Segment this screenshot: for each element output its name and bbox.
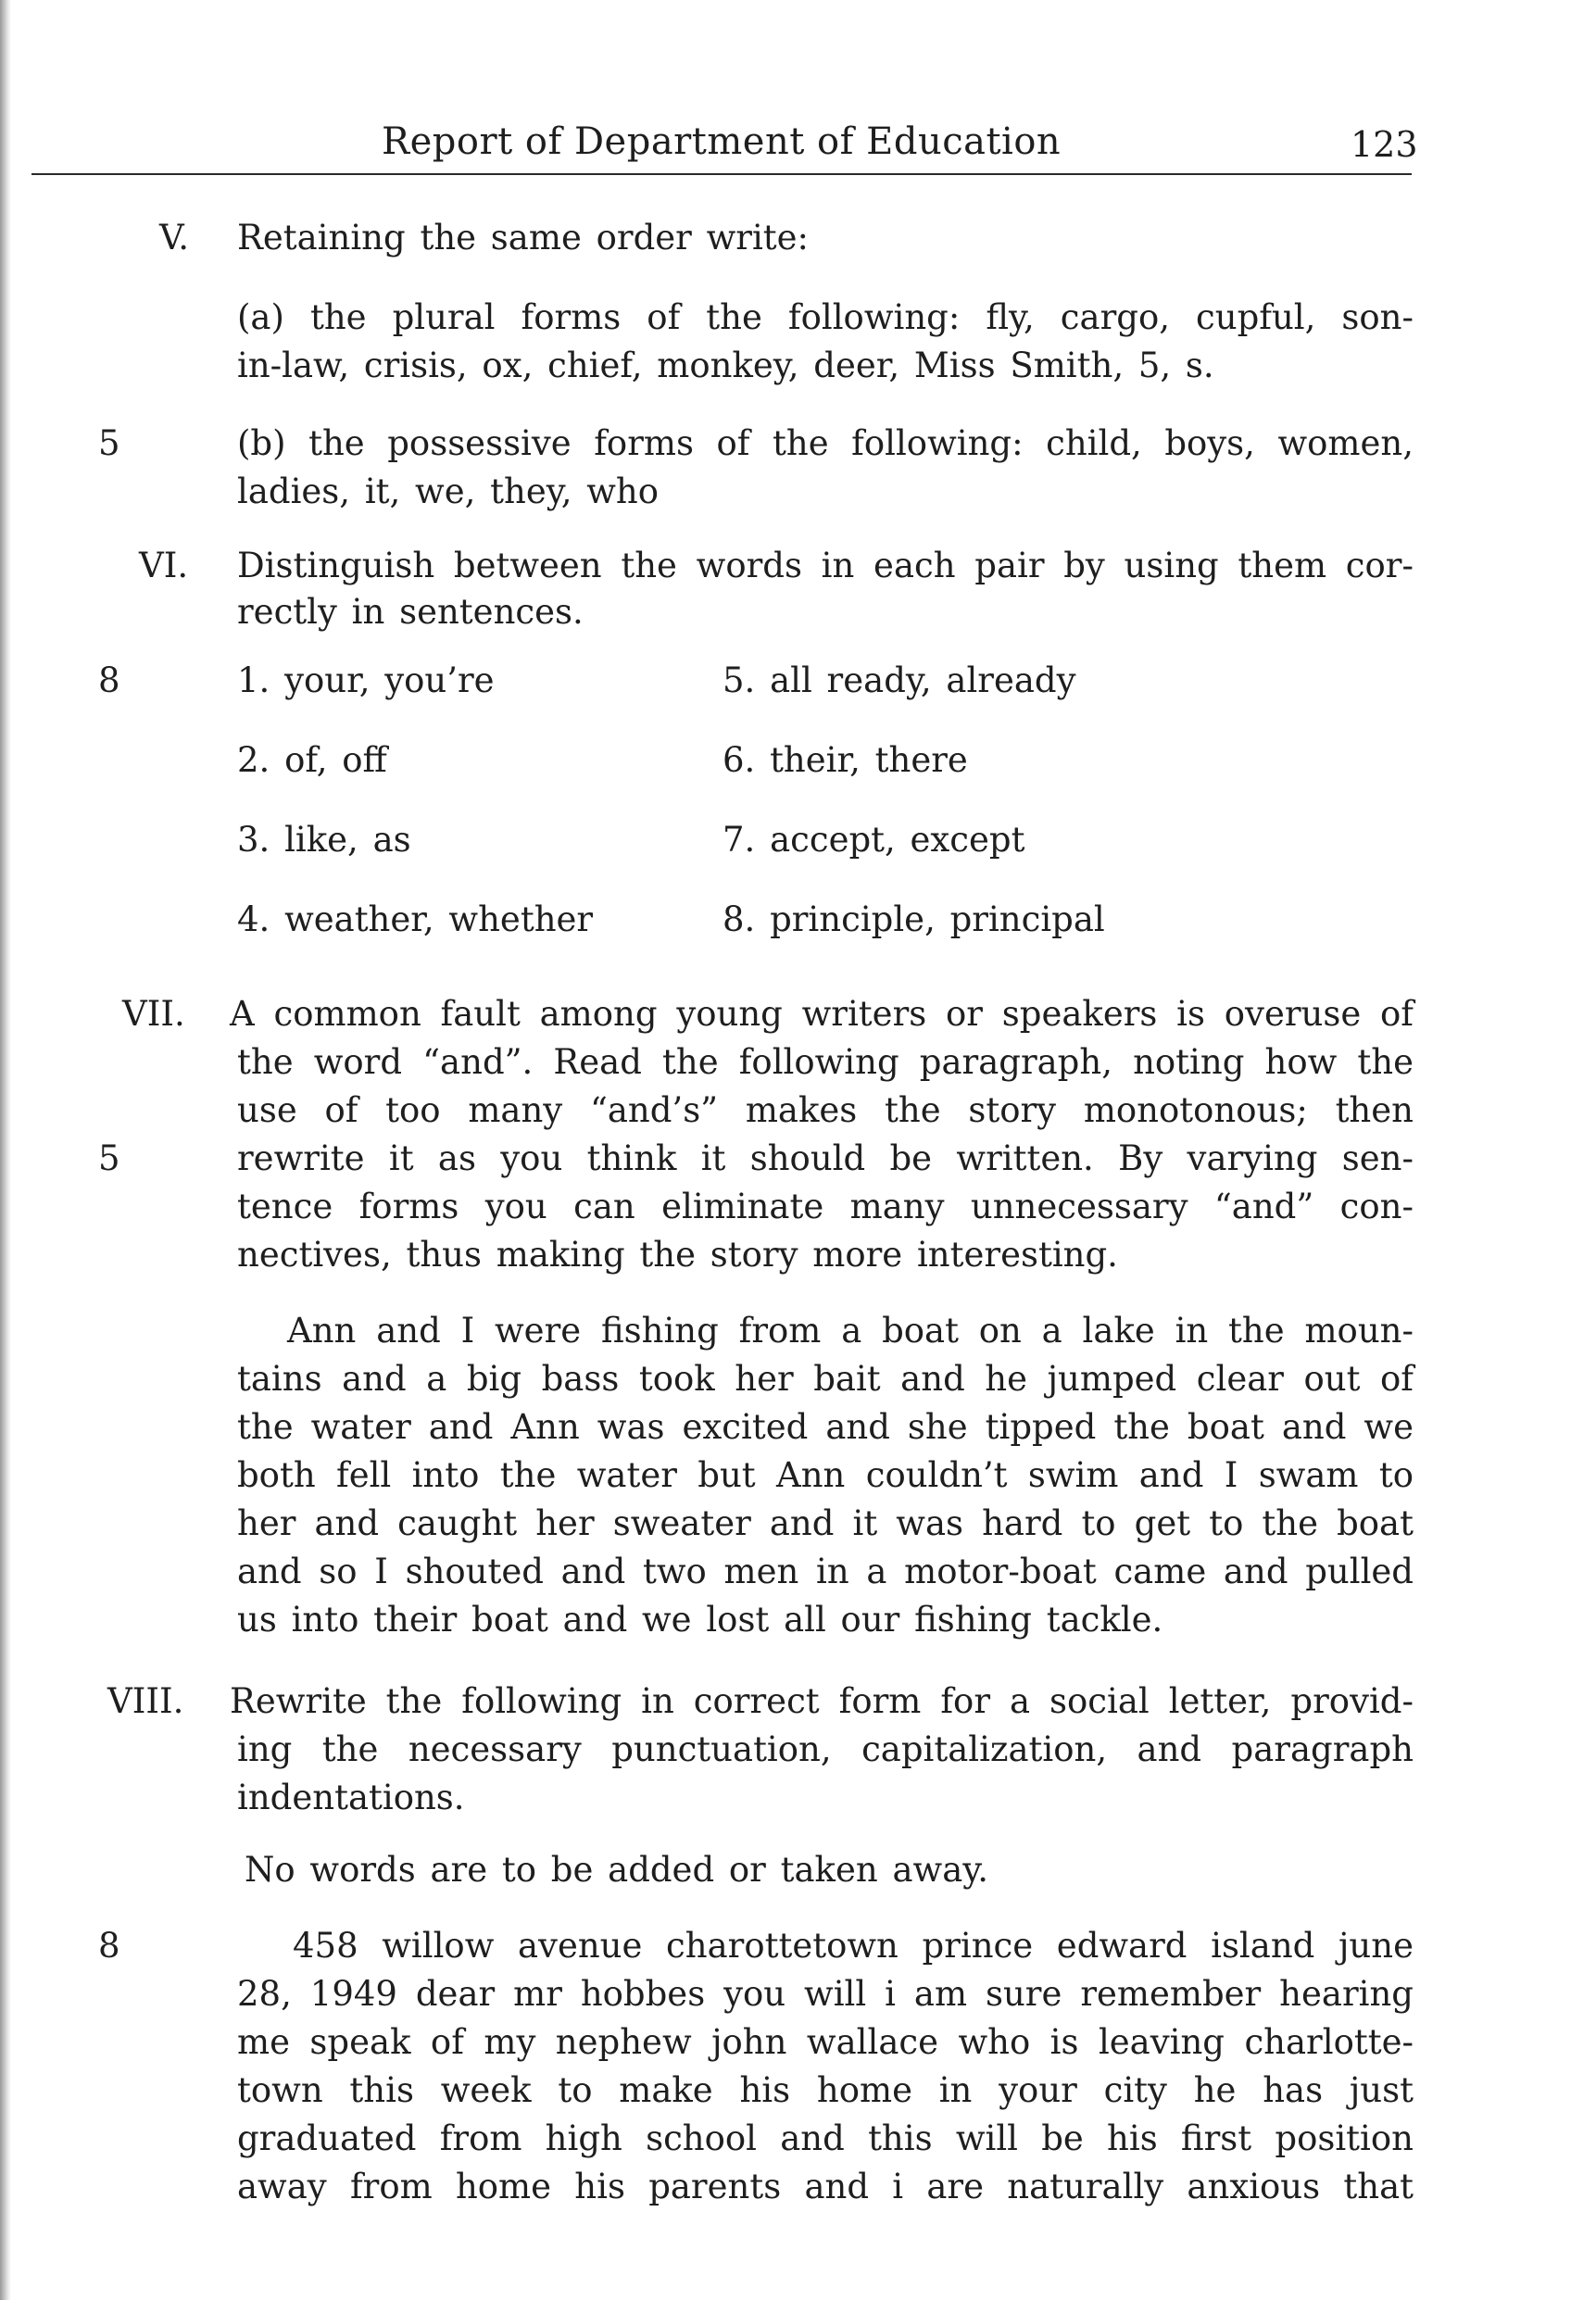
section-vii-instruction-line-6: nectives, thus making the story more interesting. (237, 1235, 1118, 1275)
word-pair-1: 1. your, you’re (237, 660, 495, 700)
letter-line-6: away from home his parents and i are naturally anxious that (237, 2167, 1414, 2206)
section-viii-marks: 8 (98, 1926, 120, 1966)
section-viii-instruction-line-1: Rewrite the following in correct form for a social letter, provid- (230, 1681, 1414, 1721)
section-v-b-marks: 5 (98, 423, 120, 463)
word-pair-4: 4. weather, whether (237, 899, 594, 939)
story-paragraph-line-7: us into their boat and we lost all our fishing tackle. (237, 1600, 1163, 1640)
section-vii-numeral: VII. (122, 994, 185, 1034)
story-paragraph-line-2: tains and a big bass took her bait and he jumped clear out of (237, 1359, 1414, 1399)
section-v-a-line-2: in-law, crisis, ox, chief, monkey, deer, Miss Smith, 5, s. (237, 346, 1214, 385)
word-pair-2: 2. of, off (237, 740, 387, 780)
section-vii-instruction-line-4: rewrite it as you think it should be written. By varying sen- (237, 1138, 1414, 1178)
section-vii-instruction-line-3: use of too many “and’s” makes the story monotonous; then (237, 1090, 1414, 1130)
section-vi-instruction-line-1: Distinguish between the words in each pair by using them cor- (237, 546, 1414, 585)
section-v-a-line-1: (a) the plural forms of the following: fly, cargo, cupful, son- (237, 297, 1414, 337)
section-viii-note: No words are to be added or taken away. (245, 1850, 989, 1890)
section-vi-numeral: VI. (139, 546, 189, 585)
section-viii-numeral: VIII. (107, 1681, 184, 1721)
word-pair-8: 8. principle, principal (723, 899, 1105, 939)
story-paragraph-line-5: her and caught her sweater and it was hard to get to the boat (237, 1503, 1414, 1543)
section-v-instruction: Retaining the same order write: (237, 218, 810, 258)
story-paragraph-line-6: and so I shouted and two men in a motor-boat came and pulled (237, 1552, 1414, 1591)
section-viii-instruction-line-3: indentations. (237, 1778, 465, 1817)
section-vii-instruction-line-5: tence forms you can eliminate many unnecessary “and” con- (237, 1187, 1414, 1226)
section-vii-marks: 5 (98, 1138, 120, 1178)
letter-line-2: 28, 1949 dear mr hobbes you will i am sure remember hearing (237, 1974, 1414, 2014)
letter-line-1: 458 willow avenue charottetown prince edward island june (293, 1926, 1414, 1966)
section-vi-marks: 8 (98, 660, 120, 700)
letter-line-5: graduated from high school and this will be his first position (237, 2118, 1414, 2158)
story-paragraph-line-4: both fell into the water but Ann couldn’t swim and I swam to (237, 1455, 1414, 1495)
running-header-title: Report of Department of Education (382, 120, 1062, 163)
section-vii-instruction-line-2: the word “and”. Read the following paragraph, noting how the (237, 1042, 1414, 1082)
section-vii-instruction-line-1: A common fault among young writers or speakers is overuse of (230, 994, 1414, 1034)
story-paragraph-line-1: Ann and I were fishing from a boat on a lake in the moun- (287, 1311, 1414, 1351)
section-v-numeral: V. (159, 218, 190, 258)
word-pair-7: 7. accept, except (723, 820, 1025, 860)
word-pair-6: 6. their, there (723, 740, 968, 780)
page-edge-shadow (0, 0, 11, 2300)
section-vi-instruction-line-2: rectly in sentences. (237, 592, 584, 632)
letter-line-3: me speak of my nephew john wallace who is leaving charlotte- (237, 2022, 1414, 2062)
section-v-b-line-2: ladies, it, we, they, who (237, 471, 660, 511)
page-number: 123 (1351, 124, 1418, 165)
word-pair-3: 3. like, as (237, 820, 411, 860)
word-pair-5: 5. all ready, already (723, 660, 1076, 700)
section-v-b-line-1: (b) the possessive forms of the following: child, boys, women, (237, 423, 1414, 463)
story-paragraph-line-3: the water and Ann was excited and she tipped the boat and we (237, 1407, 1414, 1447)
section-viii-instruction-line-2: ing the necessary punctuation, capitalization, and paragraph (237, 1729, 1414, 1769)
header-rule (31, 173, 1412, 175)
letter-line-4: town this week to make his home in your city he has just (237, 2070, 1414, 2110)
